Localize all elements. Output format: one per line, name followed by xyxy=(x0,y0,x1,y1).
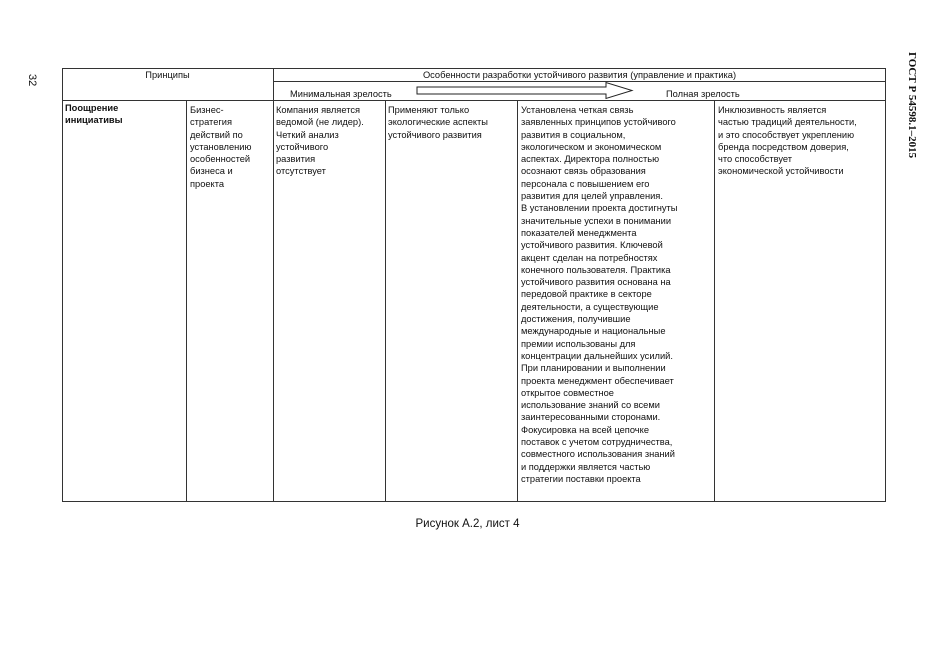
ecological-aspects-cell: Применяют только экологические аспекты устойчивого развития xyxy=(388,105,488,140)
header-features: Особенности разработки устойчивого развития (управление и практика) xyxy=(422,70,737,80)
col-divider-3 xyxy=(385,100,386,502)
col-divider-5 xyxy=(714,100,715,502)
minimal-maturity-cell: Компания является ведомой (не лидер). Четкий анализ устойчивого развития отсутствует xyxy=(276,105,364,177)
header-full-maturity: Полная зрелость xyxy=(666,89,740,99)
business-strategy-cell: Бизнес- стратегия действий по установлению особенностей бизнеса и проекта xyxy=(190,105,252,189)
inclusivity-cell: Инклюзивность является частью традиций деятельности, и это способствует укреплению бренда посредством доверия, что способствует экономической устойчивости xyxy=(718,105,857,177)
table-border-left xyxy=(62,68,63,502)
col-divider-4 xyxy=(517,100,518,502)
col-divider-1 xyxy=(186,100,187,502)
page-number: 32 xyxy=(26,74,38,87)
header-principles: Принципы xyxy=(145,70,190,80)
table-border-right xyxy=(885,68,886,502)
col-divider-2 xyxy=(273,68,274,502)
table xyxy=(62,68,886,502)
standard-code: ГОСТ Р 54598.1–2015 xyxy=(906,52,918,159)
full-maturity-cell: Установлена четкая связь заявленных принципов устойчивого развития в социальном, экологическом и экономическом аспектах. Директора полностью осознают связь образования персонала с повышением его развития для целей управления. В установлении проекта достигнуты значительные успехи в понимании показателей менеджмента устойчивого развития. Ключевой акцент сделан на потребностях конечного пользователя. Практика устойчивого развития основана на передовой практике в секторе деятельности, а существующие достижения, получившие международные и национальные премии использованы для концентрации дальнейших усилий. При планировании и выполнении проекта менеджмент обеспечивает открытое совместное использование знаний со всеми заинтересованными сторонами. Фокусировка на всей цепочке поставок с учетом сотрудничества, совместного использования знаний и поддержки является частью стратегии поставки проекта xyxy=(521,105,678,484)
figure-caption: Рисунок А.2, лист 4 xyxy=(415,518,520,530)
maturity-arrow-icon xyxy=(416,81,634,100)
header-min-maturity: Минимальная зрелость xyxy=(290,89,392,99)
principle-cell: Поощрение инициативы xyxy=(65,103,123,126)
